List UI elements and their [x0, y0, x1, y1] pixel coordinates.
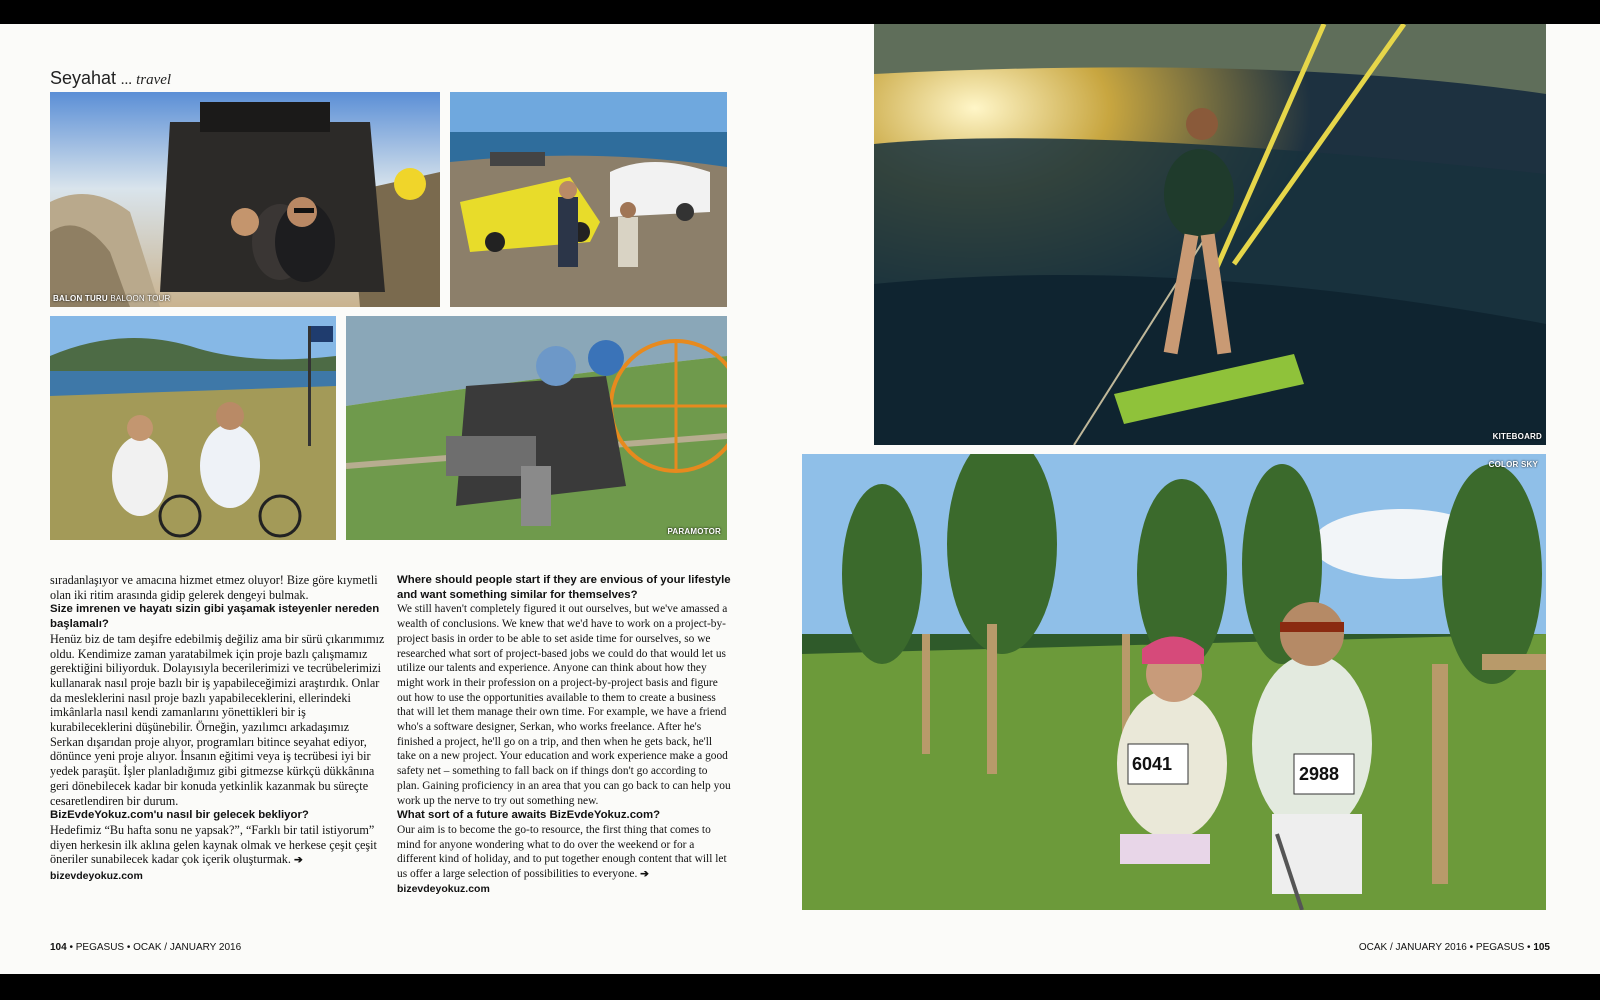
magazine-spread [0, 24, 1600, 974]
balloon-photo [50, 92, 440, 307]
color-sky-caption: COLOR SKY [1488, 460, 1538, 469]
en-question-2: What sort of a future awaits BizEvdeYokuz.com? [397, 809, 661, 822]
kiteboard-caption: KITEBOARD [1492, 432, 1542, 441]
tr-paragraph-2: Henüz biz de tam deşifre edebilmiş değiliz ama bir sürü çıkarımımız oldu. Kendimize zaman yaratabilmek için proje bazlı çalışmamız gerektiğini biliyorduk. Dolayısıyla becerilerimizi ve tecrübelerimizi kullanarak nasıl proje bazlı bir iş yapabileceğimizi araştırdık. Onlar da mesleklerini nasıl proje bazlı yapabileceklerini, ellerindeki imkânlarla nasıl kendi zamanlarını yönettikleri bir iş kurabileceklerini düşünebilir. Örneğin, yazılımcı arkadaşımız Serkan dışarıdan proje alıyor, programları bitince seyahat ediyor, dönünce yeni proje alıyor. İnsanın eğitimi veya iş tecrübesi iyi bir yedek paraşüt. İşler planladığımız gibi gitmezse kürkçü dükkânına geri dönebilecek kadar bir konuda yetkinlik kazanmak bu süreçte cesaretlendiren bir durum. [50, 631, 385, 808]
balloon-caption: BALON TURU BALOON TOUR [53, 294, 171, 303]
en-site-link[interactable]: ➔ bizevdeyokuz.com [397, 868, 649, 895]
bottom-bar [0, 974, 1600, 1000]
bib-number-left: 6041 [1132, 754, 1173, 774]
en-paragraph-2: Our aim is to become the go-to resource, the first thing that comes to mind for anyone wondering what to do over the weekend or for a different kind of holiday, and to put together enough content that will let us offer a large selection of possibilities to everyone. ➔ bizevdeyokuz.com [397, 823, 727, 895]
left-folio-text: • PEGASUS • OCAK / JANUARY 2016 [69, 942, 242, 953]
column-english [397, 573, 732, 896]
en-paragraph-1: We still haven't completely figured it out ourselves, but we've amassed a wealth of conclusions. We knew that we'd have to work on a project-by-project basis in order to be able to set aside time for ourselves, so we researched what sort of project-based jobs we could do that would let us utilize our talents and experience. Anyone can think about how they might work in their profession on a project-by-project basis and figure out how to use the opportunities available to them to create a business that will let them manage their own time. For example, we have a friend who's a software designer, Serkan, who works freelance. After he's finished a project, he'll go on a trip, and then when he gets back, he'll take on a new project. Your education and work experience make a good safety net – something to fall back on if things don't go according to plan. Gaining proficiency in an area that you can go back to can help you work up the nerve to try out something new. [397, 603, 731, 807]
tr-paragraph-1: sıradanlaşıyor ve amacına hizmet etmez oluyor! Bize göre kıymetli olan iki ritim arasında gidip gelerek dengeyi bulmak. [50, 573, 378, 602]
right-folio-text: OCAK / JANUARY 2016 • PEGASUS • [1358, 942, 1531, 953]
tr-paragraph-3: Hedefimiz “Bu hafta sonu ne yapsak?”, “Farklı bir tatil istiyorum” diyen herkesin ilk aklına gelen kaynak olmak ve herkese çeşit çeşit öneriler sunabilecek kadar çok içerik oluşturmak. ➔ bizevdeyokuz.com [50, 822, 377, 883]
right-page-number: 105 [1533, 942, 1550, 953]
right-folio [1359, 942, 1550, 953]
kiteboard-photo [874, 24, 1546, 445]
section-title [50, 68, 171, 89]
section-title-en: ... travel [121, 72, 172, 88]
section-title-tr: Seyahat [50, 68, 117, 88]
car-caravan-photo [450, 92, 727, 307]
left-page-number: 104 [50, 942, 67, 953]
paramotor-caption: PARAMOTOR [667, 527, 721, 536]
tr-question-2: BizEvdeYokuz.com'u nasıl bir gelecek bekliyor? [50, 809, 309, 822]
en-question-1: Where should people start if they are envious of your lifestyle and want something similar for themselves? [397, 574, 731, 601]
cyclists-photo [50, 316, 336, 540]
left-folio [50, 942, 241, 953]
paramotor-photo [346, 316, 727, 540]
tr-question-1: Size imrenen ve hayatı sizin gibi yaşamak isteyenler nereden başlamalı? [50, 603, 380, 631]
bib-number-right: 2988 [1299, 764, 1340, 784]
column-turkish [50, 573, 386, 884]
tr-site-link[interactable]: ➔ bizevdeyokuz.com [50, 854, 303, 883]
color-run-photo [802, 454, 1546, 910]
